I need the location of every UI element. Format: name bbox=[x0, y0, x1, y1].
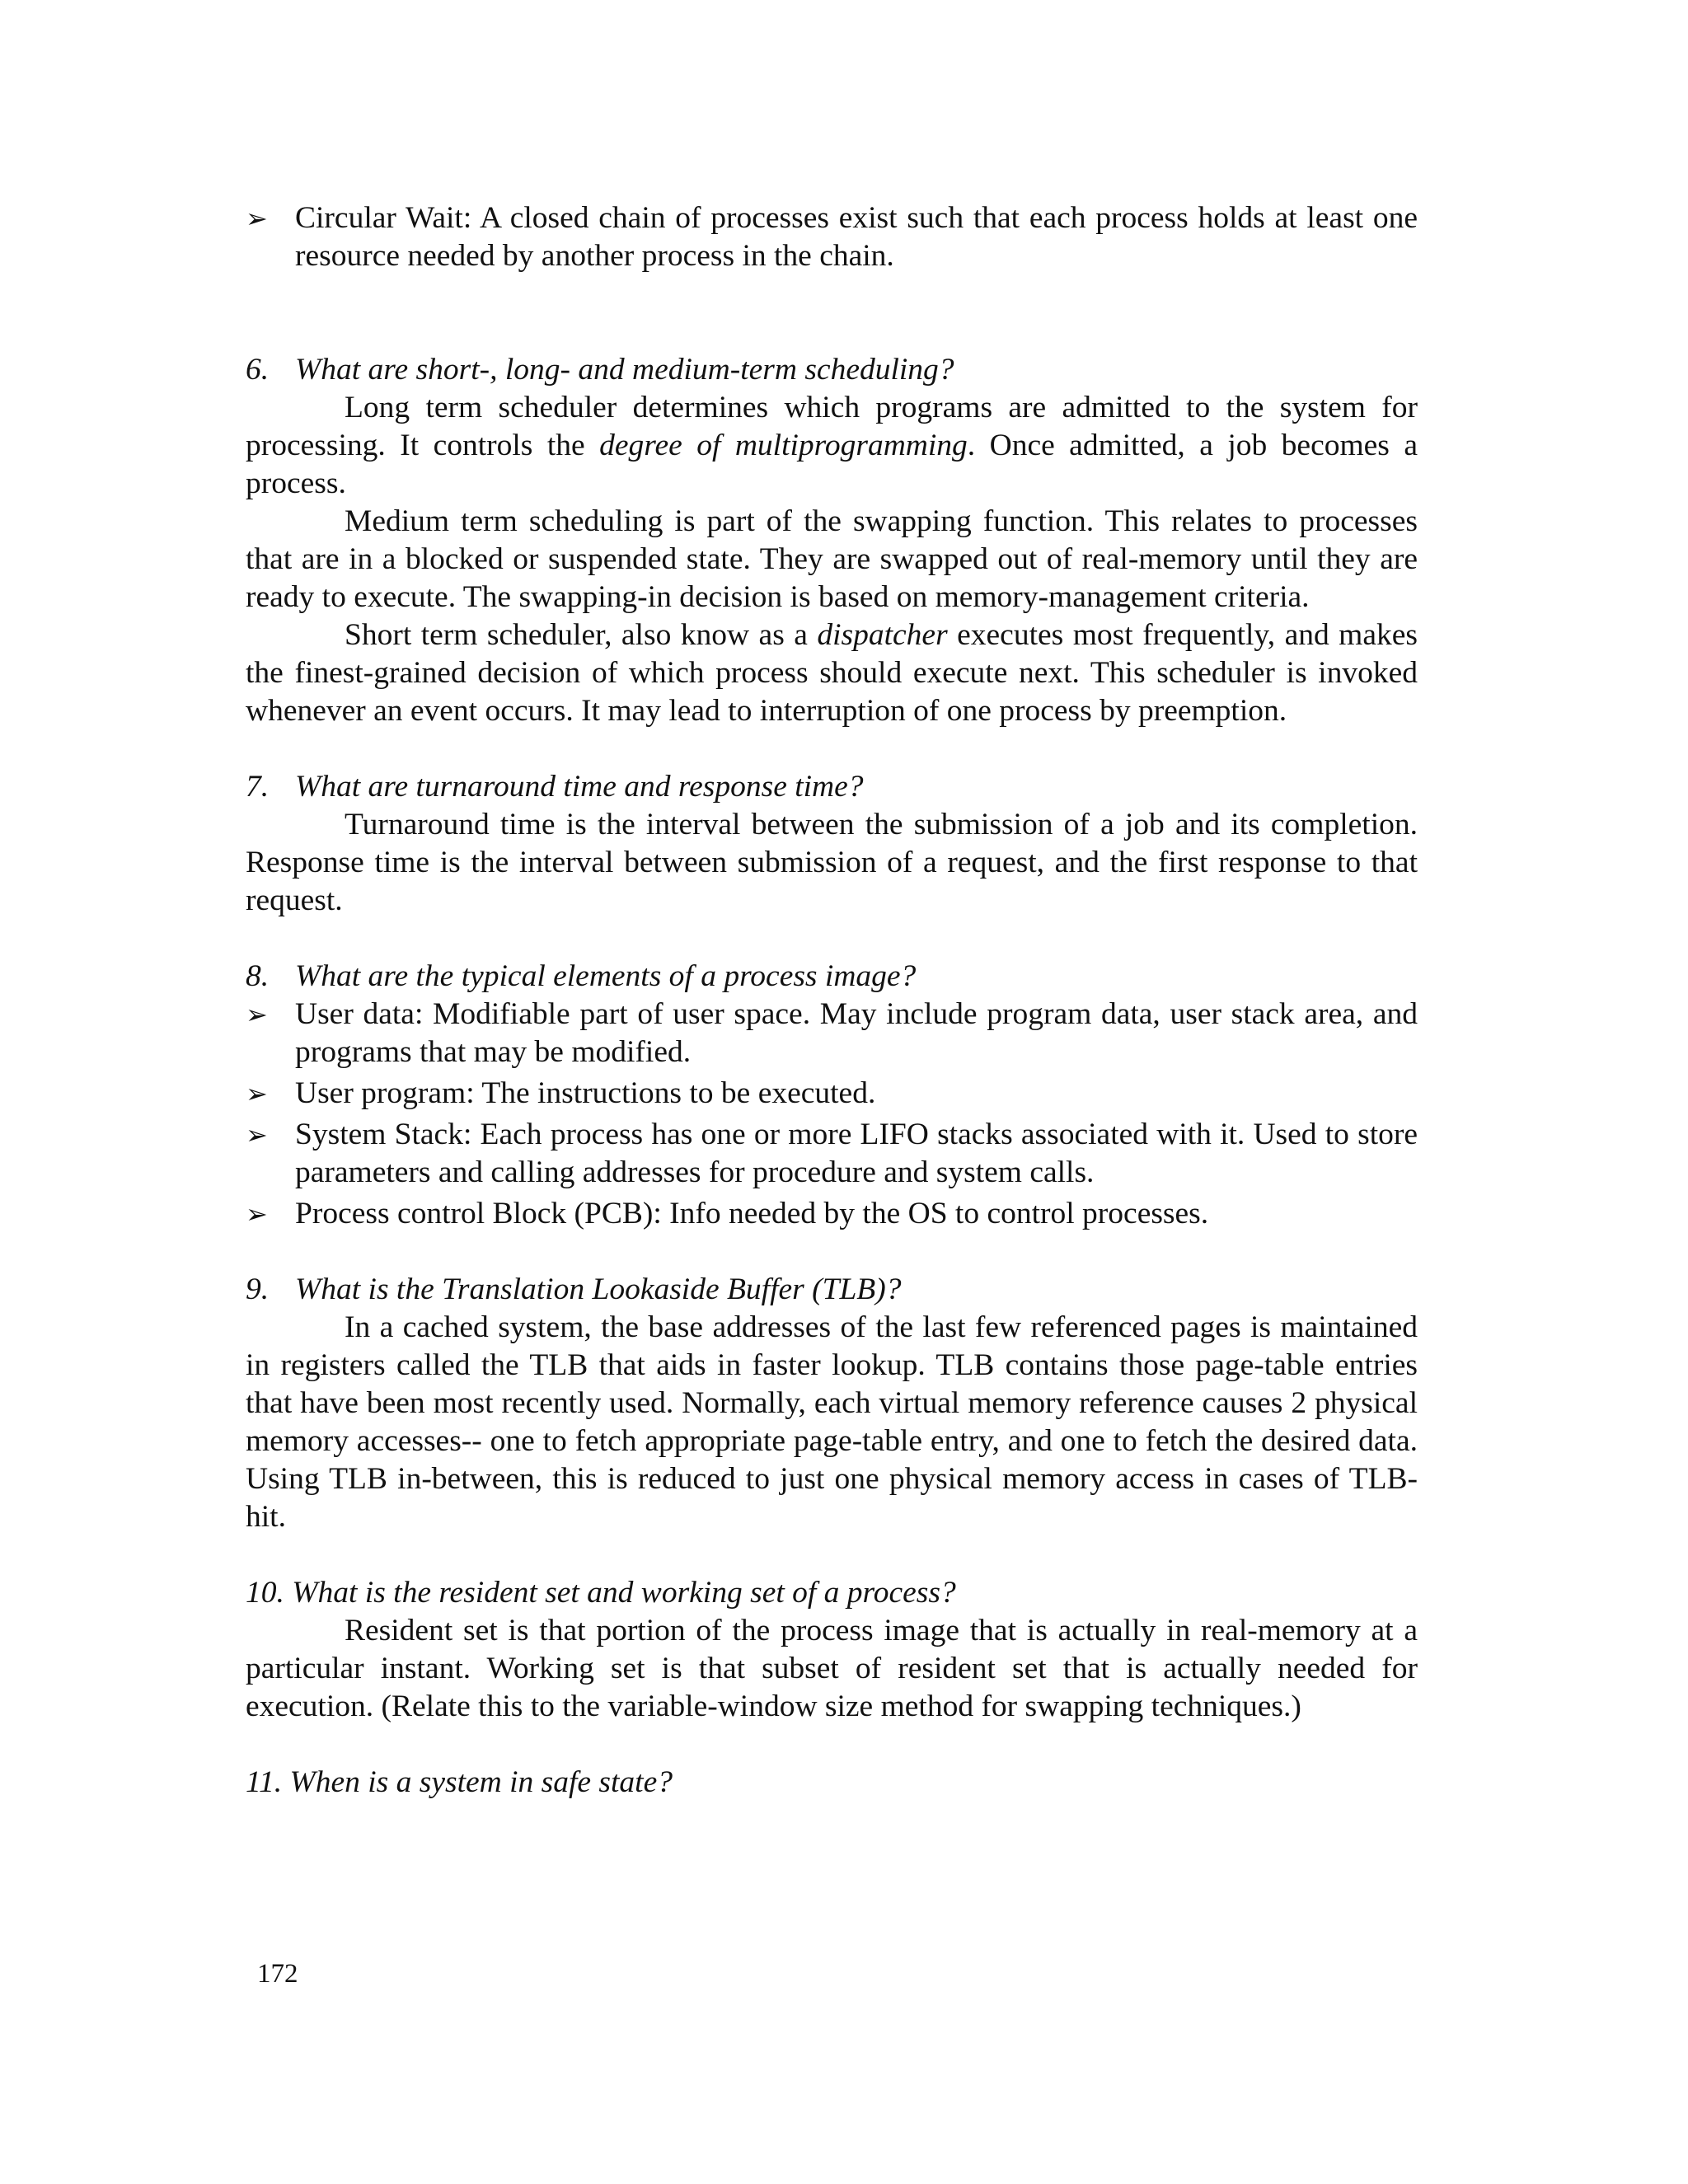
q6-p3-text-end: executes most frequently, and makes the finest-grained decision of which process should execute next. This scheduler is invoked whenever an event occurs. It may lead to interruption of one process by preemption. bbox=[246, 618, 1418, 728]
question-number: 6. bbox=[246, 353, 270, 387]
page-content bbox=[246, 199, 1418, 1802]
list-item bbox=[246, 996, 1418, 1071]
question-title: When is a system in safe state? bbox=[289, 1765, 673, 1799]
question-title: What are the typical elements of a process image? bbox=[295, 959, 917, 993]
q6-paragraph-medium-term: Medium term scheduling is part of the swapping function. This relates to processes that are in a blocked or suspended state. They are swapped out of real-memory until they are ready to execute. The swapping-in decision is based on memory-management criteria. bbox=[246, 504, 1418, 614]
question-title: What is the resident set and working set of a process? bbox=[292, 1576, 956, 1610]
list-item bbox=[246, 1075, 1418, 1113]
q6-p1-emphasis: degree of multiprogramming bbox=[599, 429, 968, 462]
list-item-text: Process control Block (PCB): Info needed by the OS to control processes. bbox=[295, 1197, 1209, 1230]
arrow-bullet-icon: ➢ bbox=[246, 1078, 268, 1109]
question-7-heading bbox=[246, 768, 1418, 806]
list-item bbox=[246, 1195, 1418, 1233]
list-item-text: User program: The instructions to be executed. bbox=[295, 1076, 876, 1110]
q6-p3-text: Short term scheduler, also know as a bbox=[345, 618, 818, 652]
question-number: 8. bbox=[246, 959, 270, 993]
question-8-heading bbox=[246, 958, 1418, 996]
q6-p1-text: Long term scheduler determines which programs are admitted to the system for processing. It controls the bbox=[246, 391, 1418, 462]
question-6-heading bbox=[246, 351, 1418, 389]
q9-paragraph: In a cached system, the base addresses of the last few referenced pages is maintained in registers called the TLB that aids in faster lookup. TLB contains those page-table entries that have been most recently used. Normally, each virtual memory reference causes 2 physical memory accesses-- one to fetch appropriate page-table entry, and one to fetch the desired data. Using TLB in-between, this is reduced to just one physical memory access in cases of TLB-hit. bbox=[246, 1310, 1418, 1534]
q7-paragraph: Turnaround time is the interval between the submission of a job and its completion. Response time is the interval between submission of a request, and the first response to that request. bbox=[246, 808, 1418, 917]
arrow-bullet-icon: ➢ bbox=[246, 999, 268, 1030]
bullet-text: Circular Wait: A closed chain of processes exist such that each process holds at least one resource needed by another process in the chain. bbox=[295, 201, 1418, 273]
q6-paragraph-short-term bbox=[246, 616, 1418, 730]
arrow-bullet-icon: ➢ bbox=[246, 203, 268, 234]
q6-p3-emphasis: dispatcher bbox=[817, 618, 948, 652]
question-11-heading bbox=[246, 1764, 1418, 1802]
list-item-text: System Stack: Each process has one or more LIFO stacks associated with it. Used to store parameters and calling addresses for procedure and system calls. bbox=[295, 1118, 1418, 1189]
page-number: 172 bbox=[257, 1959, 298, 1989]
question-number: 9. bbox=[246, 1272, 270, 1306]
arrow-bullet-icon: ➢ bbox=[246, 1198, 268, 1230]
question-10-heading bbox=[246, 1574, 1418, 1612]
question-title: What is the Translation Lookaside Buffer (TLB)? bbox=[295, 1272, 902, 1306]
question-number: 11. bbox=[246, 1765, 283, 1799]
list-item-text: User data: Modifiable part of user space. May include program data, user stack area, and programs that may be modified. bbox=[295, 997, 1418, 1069]
list-item bbox=[246, 1116, 1418, 1192]
question-number: 10. bbox=[246, 1576, 284, 1610]
question-number: 7. bbox=[246, 770, 270, 804]
q6-paragraph-long-term bbox=[246, 389, 1418, 503]
arrow-bullet-icon: ➢ bbox=[246, 1119, 268, 1151]
question-title: What are turnaround time and response time? bbox=[295, 770, 864, 804]
bullet-circular-wait bbox=[246, 199, 1418, 275]
q6-p1-text-end: . Once admitted, a job becomes a process. bbox=[246, 429, 1418, 500]
question-title: What are short-, long- and medium-term scheduling? bbox=[295, 353, 954, 387]
question-9-heading bbox=[246, 1271, 1418, 1309]
q10-paragraph: Resident set is that portion of the process image that is actually in real-memory at a particular instant. Working set is that subset of resident set that is actually needed for execution. (Relate this to the variable-window size method for swapping techniques.) bbox=[246, 1614, 1418, 1723]
